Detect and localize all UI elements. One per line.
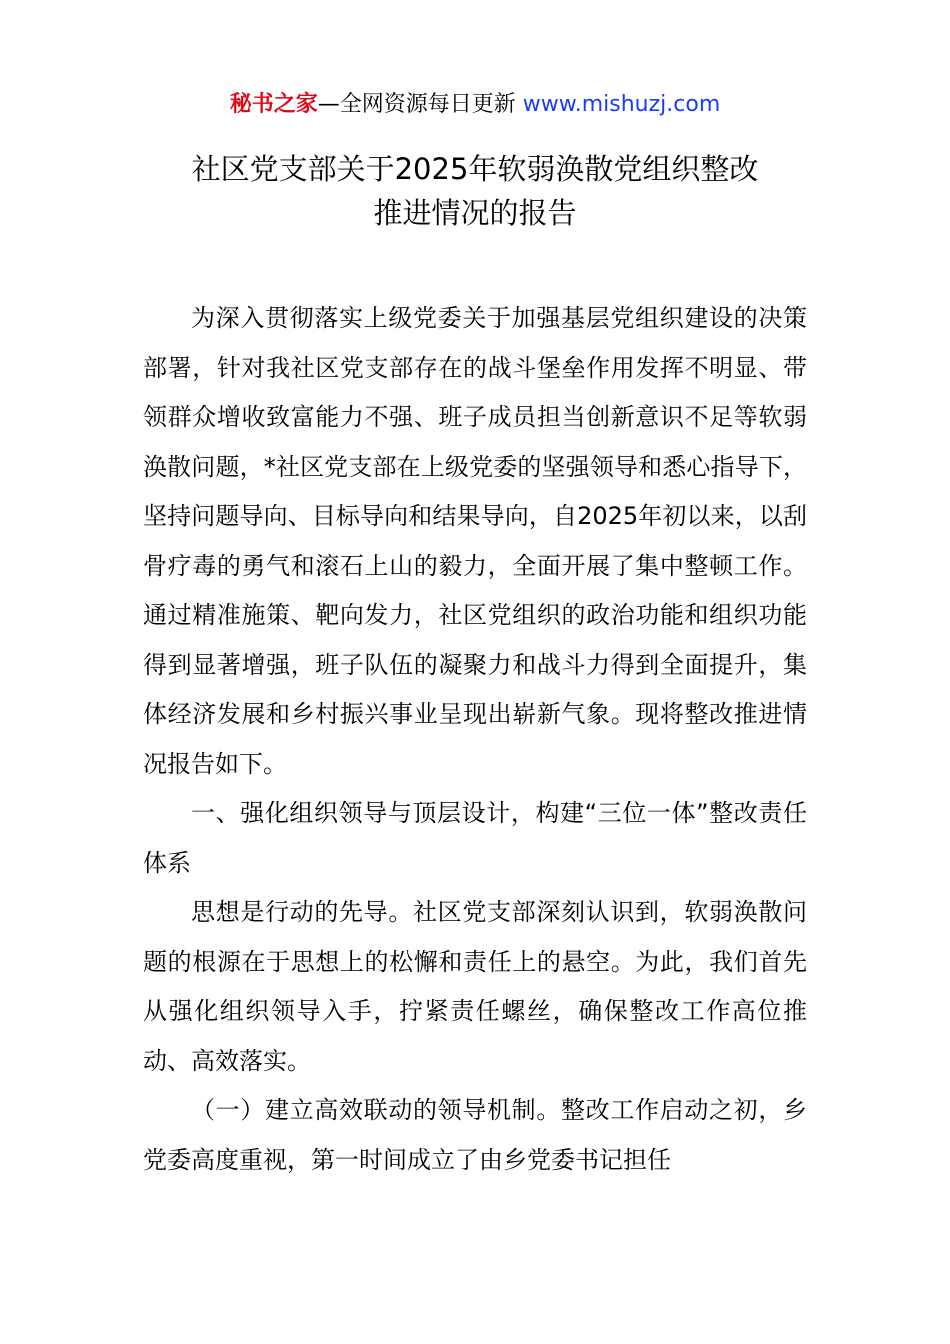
site-url-link[interactable]: www.mishuzj.com (522, 92, 721, 117)
document-body (143, 294, 807, 1185)
document-title (140, 147, 810, 235)
document-title-line-2: 推进情况的报告 (373, 196, 577, 230)
paragraph-subsection-1: （一）建立高效联动的领导机制。整改工作启动之初，乡党委高度重视，第一时间成立了由乡党委书记担任 (143, 1096, 807, 1174)
site-header (0, 88, 950, 122)
paragraph-section-1: 思想是行动的先导。社区党支部深刻认识到，软弱涣散问题的根源在于思想上的松懈和责任上的悬空。为此，我们首先从强化组织领导入手，拧紧责任螺丝，确保整改工作高位推动、高效落实。 (143, 898, 807, 1075)
document-title-line-1: 社区党支部关于2025年软弱涣散党组织整改 (191, 152, 759, 186)
site-brand: 秘书之家 (229, 92, 318, 117)
section-heading-1: 一、强化组织领导与顶层设计，构建“三位一体”整改责任体系 (143, 799, 807, 877)
paragraph-intro: 为深入贯彻落实上级党委关于加强基层党组织建设的决策部署，针对我社区党支部存在的战斗堡垒作用发挥不明显、带领群众增收致富能力不强、班子成员担当创新意识不足等软弱涣散问题，*社区党支部在上级党委的坚强领导和悉心指导下，坚持问题导向、目标导向和结果导向，自2025年初以来，以刮骨疗毒的勇气和滚石上山的毅力，全面开展了集中整顿工作。通过精准施策、靶向发力，社区党组织的政治功能和组织功能得到显著增强，班子队伍的凝聚力和战斗力得到全面提升，集体经济发展和乡村振兴事业呈现出崭新气象。现将整改推进情况报告如下。 (143, 304, 807, 778)
site-tagline: —全网资源每日更新 (317, 92, 523, 117)
